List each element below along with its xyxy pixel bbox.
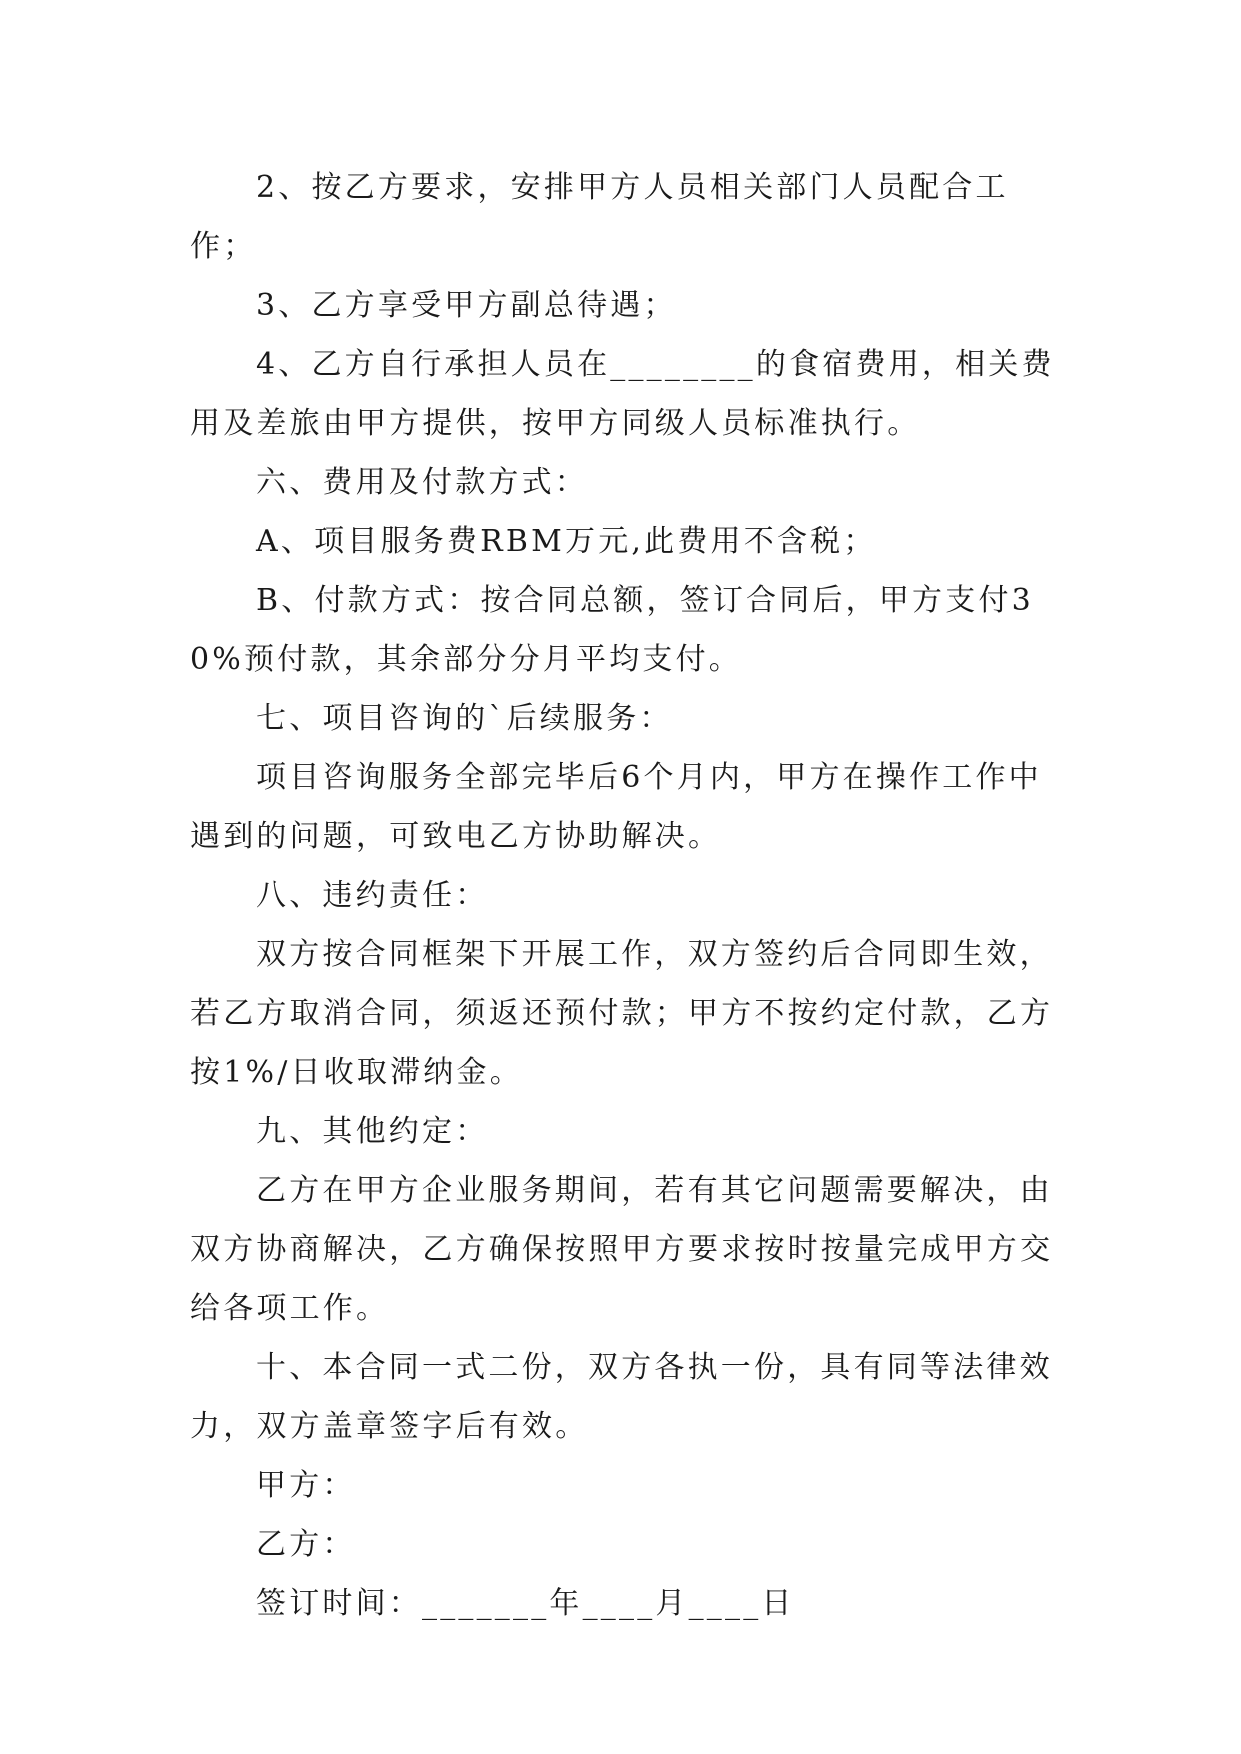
- section-7-heading: 七、项目咨询的`后续服务：: [256, 701, 673, 736]
- breach-liability-text: 双方按合同框架下开展工作，双方签约后合同即生效，若乙方取消合同，须返还预付款；甲方不按约定付款，乙方按1%/日收取滞纳金。: [190, 937, 1054, 1090]
- payment-clause-b: B、付款方式：按合同总额，签订合同后，甲方支付30%预付款，其余部分分月平均支付。: [190, 583, 1034, 677]
- clause-4-text: 4、乙方自行承担人员在________的食宿费用，相关费用及差旅由甲方提供，按甲方同级人员标准执行。: [190, 347, 1055, 441]
- section-8-heading: 八、违约责任：: [256, 878, 489, 913]
- document-page: [190, 158, 1070, 1633]
- section-6-heading: 六、费用及付款方式：: [256, 465, 588, 500]
- section-9-heading: 九、其他约定：: [256, 1114, 489, 1149]
- party-a-label: 甲方：: [256, 1468, 356, 1503]
- clause-2-text: 2、按乙方要求，安排甲方人员相关部门人员配合工作；: [190, 170, 1009, 264]
- other-agreements-text: 乙方在甲方企业服务期间，若有其它问题需要解决，由双方协商解决，乙方确保按照甲方要求按时按量完成甲方交给各项工作。: [190, 1173, 1054, 1326]
- follow-up-service-text: 项目咨询服务全部完毕后6个月内，甲方在操作工作中遇到的问题，可致电乙方协助解决。: [190, 760, 1042, 854]
- clause-3-text: 3、乙方享受甲方副总待遇；: [256, 288, 677, 323]
- section-10-text: 十、本合同一式二份，双方各执一份，具有同等法律效力，双方盖章签字后有效。: [190, 1350, 1053, 1444]
- party-b-label: 乙方：: [256, 1527, 356, 1562]
- fee-clause-a: A、项目服务费RBM万元,此费用不含税；: [256, 524, 877, 559]
- signing-date-line: 签订时间：_______年____月____日: [256, 1586, 795, 1621]
